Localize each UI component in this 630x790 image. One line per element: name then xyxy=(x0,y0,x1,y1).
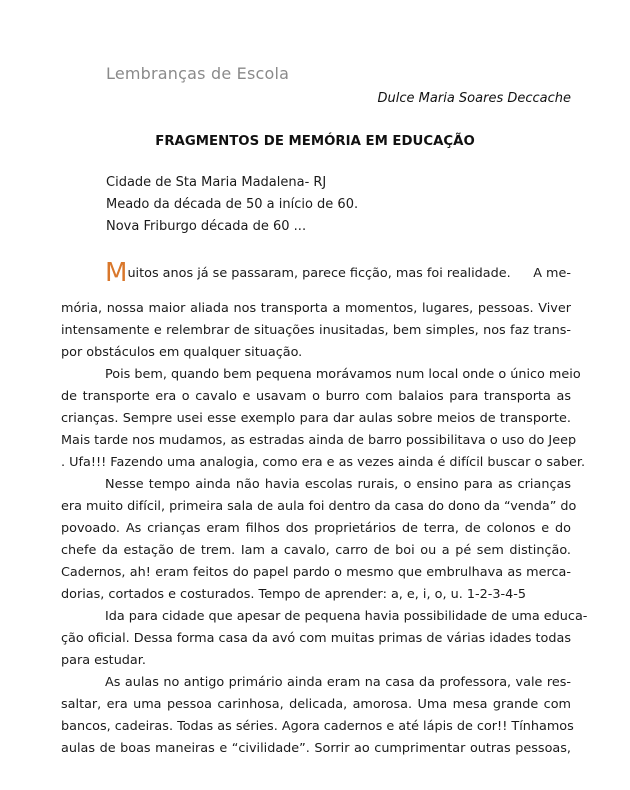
body-line: As aulas no antigo primário ainda eram na casa da professora, vale res- xyxy=(105,675,571,690)
body-line: Nesse tempo ainda não havia escolas rurais, o ensino para as crianças xyxy=(105,477,571,492)
body-line: intensamente e relembrar de situações inusitadas, bem simples, nos faz trans- xyxy=(61,323,571,338)
author-name: Dulce Maria Soares Deccache xyxy=(377,91,571,106)
body-line: aulas de boas maneiras e “civilidade”. Sorrir ao cumprimentar outras pessoas, xyxy=(61,741,571,756)
body-line: Ida para cidade que apesar de pequena havia possibilidade de uma educa- xyxy=(105,609,588,624)
first-line xyxy=(61,260,571,290)
body-line: bancos, cadeiras. Todas as séries. Agora cadernos e até lápis de cor!! Tínhamos xyxy=(61,719,574,734)
body-line: de transporte era o cavalo e usavam o burro com balaios para transporta as xyxy=(61,389,571,404)
place-line: Cidade de Sta Maria Madalena- RJ xyxy=(106,175,327,190)
body-line: mória, nossa maior aliada nos transporta a momentos, lugares, pessoas. Viver xyxy=(61,301,571,316)
body-line: . Ufa!!! Fazendo uma analogia, como era e as vezes ainda é difícil buscar o saber. xyxy=(61,455,586,470)
body-line: uitos anos já se passaram, parece ficção, mas foi realidade. xyxy=(127,266,511,281)
body-line: Pois bem, quando bem pequena morávamos num local onde o único meio xyxy=(105,367,581,382)
body-line: povoado. As crianças eram filhos dos proprietários de terra, de colonos e do xyxy=(61,521,571,536)
body-line: A me- xyxy=(533,266,571,281)
body-line: Mais tarde nos mudamos, as estradas ainda de barro possibilitava o uso do Jeep xyxy=(61,433,577,448)
article-body xyxy=(61,258,588,760)
body-line: chefe da estação de trem. Iam a cavalo, carro de boi ou a pé sem distinção. xyxy=(61,543,571,558)
body-line: era muito difícil, primeira sala de aula foi dentro da casa do dono da “venda” do xyxy=(61,499,577,514)
body-line: para estudar. xyxy=(61,653,146,668)
body-line: saltar, era uma pessoa carinhosa, delicada, amorosa. Uma mesa grande com xyxy=(61,697,571,712)
body-line: ção oficial. Dessa forma casa da avó com muitas primas de várias idades todas xyxy=(61,631,572,646)
section-title: Lembranças de Escola xyxy=(106,64,290,83)
body-line: dorias, cortados e costurados. Tempo de aprender: a, e, i, o, u. 1-2-3-4-5 xyxy=(61,587,527,602)
place-line: Nova Friburgo década de 60 ... xyxy=(106,219,307,234)
body-line: crianças. Sempre usei esse exemplo para dar aulas sobre meios de transporte. xyxy=(61,411,571,426)
article-title: FRAGMENTOS DE MEMÓRIA EM EDUCAÇÃO xyxy=(155,134,475,149)
place-and-date-block xyxy=(106,172,358,238)
place-line: Meado da década de 50 a início de 60. xyxy=(106,197,359,212)
body-line: por obstáculos em qualquer situação. xyxy=(61,345,303,360)
body-line: Cadernos, ah! eram feitos do papel pardo o mesmo que embrulhava as merca- xyxy=(61,565,571,580)
drop-cap: M xyxy=(105,258,128,288)
